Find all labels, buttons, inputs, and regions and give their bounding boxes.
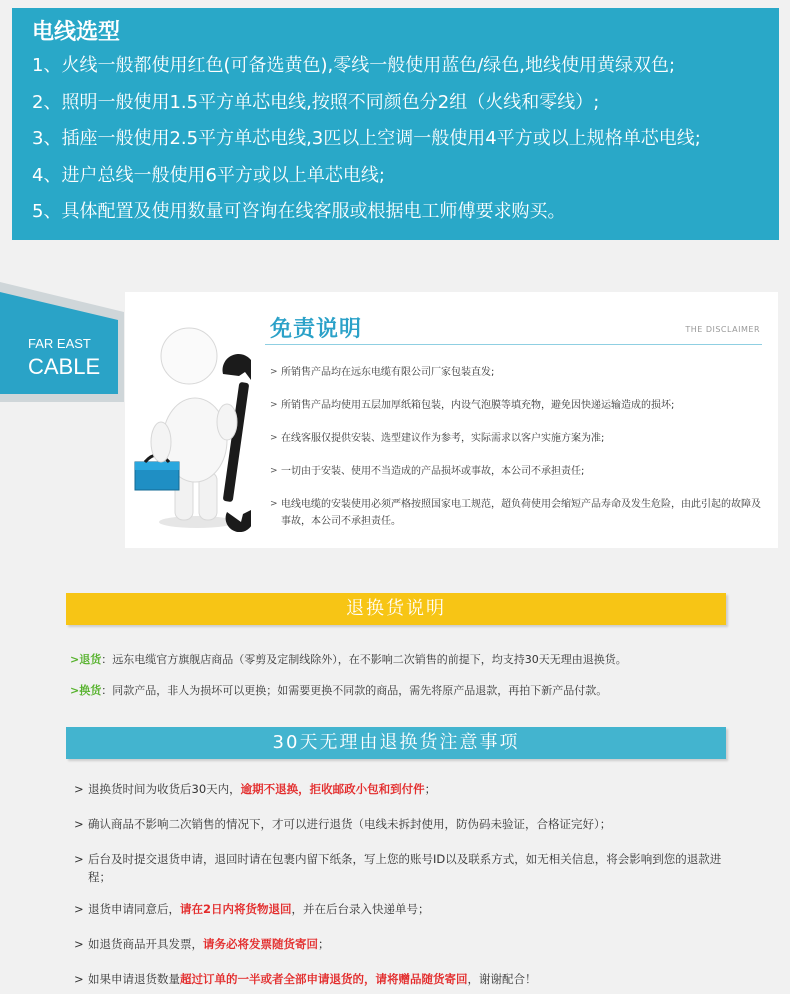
wire-line-5: 5、具体配置及使用数量可咨询在线客服或根据电工师傅要求购买。 — [32, 201, 566, 222]
disclaimer-subtitle: THE DISCLAIMER — [685, 325, 760, 334]
arrow-icon: > — [270, 367, 278, 377]
arrow-icon: > — [270, 466, 278, 476]
disclaimer-item: > 所销售产品均使用五层加厚纸箱包装，内设气泡膜等填充物，避免因快递运输造成的损坏; — [270, 397, 765, 414]
logo-line1: FAR EAST — [28, 336, 91, 351]
exchange-key: 换货 — [79, 684, 102, 697]
disclaimer-title: 免责说明 — [270, 317, 363, 342]
return-policy-line — [70, 651, 627, 667]
wire-line-4: 4、进户总线一般使用6平方或以上单芯电线; — [32, 164, 385, 186]
arrow-icon: > — [270, 433, 278, 443]
note-item: > 后台及时提交退货申请，退回时请在包裹内留下纸条，写上您的账号ID以及联系方式，如无相关信息，将会影响到您的退款进程； — [74, 852, 722, 884]
wire-selection-panel — [12, 8, 779, 240]
return-prefix: > — [70, 653, 80, 666]
arrow-icon: > — [74, 902, 84, 916]
disclaimer-item: > 一切由于安装、使用不当造成的产品损坏或事故，本公司不承担责任; — [270, 463, 765, 480]
disclaimer-item: > 所销售产品均在远东电缆有限公司厂家包装直发; — [270, 364, 765, 381]
wire-line-2: 2、照明一般使用1.5平方单芯电线,按照不同颜色分2组（火线和零线）; — [32, 91, 600, 113]
disclaimer-item: > 电线电缆的安装使用必须严格按照国家电工规范，超负荷使用会缩短产品寿命及发生危险，由此引起的故障及事故，本公司不承担责任。 — [270, 496, 765, 530]
returns-banner: 退换货说明 — [66, 593, 726, 625]
note-item: > 退货申请同意后，请在2日内将货物退回，并在后台录入快递单号； — [74, 902, 430, 916]
mascot-with-wrench-and-toolbox-icon — [131, 322, 251, 532]
logo-line2: CABLE — [28, 354, 101, 379]
notes-list — [74, 780, 754, 988]
exchange-policy-line — [70, 682, 607, 698]
arrow-icon: > — [74, 937, 84, 951]
return-text: ：远东电缆官方旗舰店商品（零剪及定制线除外），在不影响二次销售的前提下，均支持30天无理由退换货。 — [101, 653, 627, 666]
arrow-icon: > — [74, 782, 84, 796]
far-east-cable-logo — [0, 282, 124, 402]
note-item: > 确认商品不影响二次销售的情况下，才可以进行退货（电线未拆封使用，防伪码未验证，合格证完好）； — [74, 817, 612, 831]
note-item: > 如果申请退货数量超过订单的一半或者全部申请退货的，请将赠品随货寄回，谢谢配合！ — [74, 972, 537, 986]
exchange-text: ：同款产品，非人为损坏可以更换；如需要更换不同款的商品，需先将原产品退款，再拍下新产品付款。 — [101, 684, 608, 697]
arrow-icon: > — [74, 852, 84, 866]
disclaimer-card — [125, 292, 778, 548]
return-key: 退货 — [79, 653, 102, 666]
arrow-icon: > — [270, 499, 278, 509]
disclaimer-item: > 在线客服仅提供安装、选型建议作为参考，实际需求以客户实施方案为准; — [270, 430, 765, 447]
wire-line-1: 1、火线一般都使用红色(可备选黄色),零线一般使用蓝色/绿色,地线使用黄绿双色; — [32, 55, 676, 76]
wire-line-3: 3、插座一般使用2.5平方单芯电线,3匹以上空调一般使用4平方或以上规格单芯电线; — [32, 128, 701, 149]
note-item: > 如退货商品开具发票，请务必将发票随货寄回； — [74, 937, 330, 951]
arrow-icon: > — [74, 972, 84, 986]
wire-selection-title: 电线选型 — [32, 20, 121, 45]
disclaimer-divider — [265, 344, 762, 345]
arrow-icon: > — [74, 817, 84, 831]
arrow-icon: > — [270, 400, 278, 410]
exchange-prefix: > — [70, 684, 80, 697]
note-item: > 退换货时间为收货后30天内，逾期不退换，拒收邮政小包和到付件； — [74, 782, 437, 796]
disclaimer-list — [270, 364, 765, 530]
notes-banner: 30天无理由退换货注意事项 — [66, 727, 726, 759]
